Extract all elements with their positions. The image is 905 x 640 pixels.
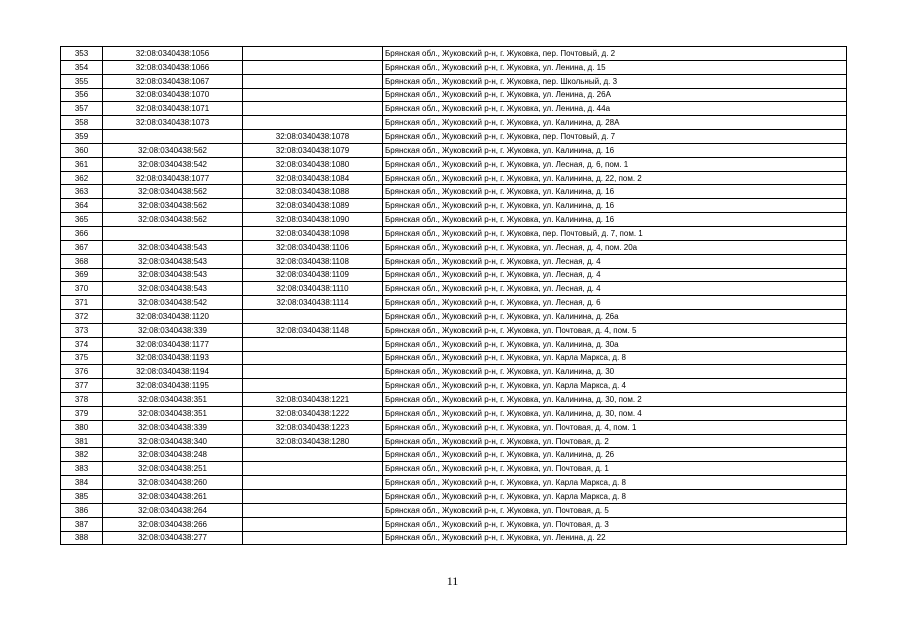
linked-cadastral-number-cell: 32:08:0340438:1089 <box>243 199 383 213</box>
linked-cadastral-number-cell <box>243 116 383 130</box>
cadastral-number-cell: 32:08:0340438:264 <box>103 503 243 517</box>
address-cell: Брянская обл., Жуковский р-н, г. Жуковка, ул. Карла Маркса, д. 8 <box>383 490 847 504</box>
linked-cadastral-number-cell: 32:08:0340438:1078 <box>243 130 383 144</box>
linked-cadastral-number-cell: 32:08:0340438:1148 <box>243 323 383 337</box>
address-cell: Брянская обл., Жуковский р-н, г. Жуковка, пер. Почтовый, д. 2 <box>383 47 847 61</box>
linked-cadastral-number-cell <box>243 503 383 517</box>
cadastral-number-cell: 32:08:0340438:562 <box>103 199 243 213</box>
row-number-cell: 380 <box>61 420 103 434</box>
table-row <box>61 60 847 74</box>
linked-cadastral-number-cell <box>243 88 383 102</box>
cadastral-number-cell: 32:08:0340438:562 <box>103 213 243 227</box>
data-table <box>60 46 847 545</box>
table-row <box>61 240 847 254</box>
cadastral-number-cell: 32:08:0340438:1067 <box>103 74 243 88</box>
row-number-cell: 364 <box>61 199 103 213</box>
linked-cadastral-number-cell: 32:08:0340438:1080 <box>243 157 383 171</box>
row-number-cell: 375 <box>61 351 103 365</box>
table-row <box>61 185 847 199</box>
table-row <box>61 310 847 324</box>
row-number-cell: 354 <box>61 60 103 74</box>
row-number-cell: 356 <box>61 88 103 102</box>
cadastral-number-cell: 32:08:0340438:1073 <box>103 116 243 130</box>
linked-cadastral-number-cell <box>243 337 383 351</box>
table-row <box>61 102 847 116</box>
cadastral-number-cell: 32:08:0340438:1071 <box>103 102 243 116</box>
address-cell: Брянская обл., Жуковский р-н, г. Жуковка, ул. Калинина, д. 30а <box>383 337 847 351</box>
linked-cadastral-number-cell: 32:08:0340438:1221 <box>243 393 383 407</box>
linked-cadastral-number-cell <box>243 351 383 365</box>
cadastral-number-cell: 32:08:0340438:1056 <box>103 47 243 61</box>
address-cell: Брянская обл., Жуковский р-н, г. Жуковка, ул. Лесная, д. 4, пом. 20а <box>383 240 847 254</box>
cadastral-number-cell: 32:08:0340438:266 <box>103 517 243 531</box>
cadastral-number-cell: 32:08:0340438:1195 <box>103 379 243 393</box>
row-number-cell: 359 <box>61 130 103 144</box>
address-cell: Брянская обл., Жуковский р-н, г. Жуковка, ул. Лесная, д. 6, пом. 1 <box>383 157 847 171</box>
row-number-cell: 358 <box>61 116 103 130</box>
address-cell: Брянская обл., Жуковский р-н, г. Жуковка, ул. Почтовая, д. 4, пом. 5 <box>383 323 847 337</box>
cadastral-number-cell: 32:08:0340438:542 <box>103 157 243 171</box>
linked-cadastral-number-cell: 32:08:0340438:1106 <box>243 240 383 254</box>
table-row <box>61 434 847 448</box>
table-row <box>61 448 847 462</box>
row-number-cell: 381 <box>61 434 103 448</box>
address-cell: Брянская обл., Жуковский р-н, г. Жуковка, ул. Почтовая, д. 1 <box>383 462 847 476</box>
linked-cadastral-number-cell <box>243 476 383 490</box>
cadastral-number-cell: 32:08:0340438:562 <box>103 185 243 199</box>
linked-cadastral-number-cell <box>243 60 383 74</box>
cadastral-number-cell: 32:08:0340438:1177 <box>103 337 243 351</box>
address-cell: Брянская обл., Жуковский р-н, г. Жуковка, ул. Карла Маркса, д. 8 <box>383 476 847 490</box>
address-cell: Брянская обл., Жуковский р-н, г. Жуковка, ул. Калинина, д. 16 <box>383 185 847 199</box>
table-row <box>61 88 847 102</box>
linked-cadastral-number-cell <box>243 531 383 545</box>
table-row <box>61 490 847 504</box>
row-number-cell: 378 <box>61 393 103 407</box>
table-row <box>61 47 847 61</box>
address-cell: Брянская обл., Жуковский р-н, г. Жуковка, ул. Почтовая, д. 2 <box>383 434 847 448</box>
linked-cadastral-number-cell: 32:08:0340438:1114 <box>243 296 383 310</box>
table-row <box>61 351 847 365</box>
cadastral-number-cell: 32:08:0340438:260 <box>103 476 243 490</box>
row-number-cell: 366 <box>61 226 103 240</box>
cadastral-number-cell: 32:08:0340438:339 <box>103 323 243 337</box>
table-row <box>61 254 847 268</box>
linked-cadastral-number-cell <box>243 517 383 531</box>
row-number-cell: 377 <box>61 379 103 393</box>
linked-cadastral-number-cell: 32:08:0340438:1110 <box>243 282 383 296</box>
linked-cadastral-number-cell: 32:08:0340438:1223 <box>243 420 383 434</box>
linked-cadastral-number-cell <box>243 462 383 476</box>
linked-cadastral-number-cell: 32:08:0340438:1222 <box>243 406 383 420</box>
cadastral-number-cell: 32:08:0340438:351 <box>103 406 243 420</box>
cadastral-number-cell: 32:08:0340438:1066 <box>103 60 243 74</box>
row-number-cell: 384 <box>61 476 103 490</box>
cadastral-number-cell: 32:08:0340438:542 <box>103 296 243 310</box>
address-cell: Брянская обл., Жуковский р-н, г. Жуковка, ул. Почтовая, д. 4, пом. 1 <box>383 420 847 434</box>
table-row <box>61 199 847 213</box>
row-number-cell: 371 <box>61 296 103 310</box>
linked-cadastral-number-cell: 32:08:0340438:1088 <box>243 185 383 199</box>
row-number-cell: 357 <box>61 102 103 116</box>
row-number-cell: 365 <box>61 213 103 227</box>
address-cell: Брянская обл., Жуковский р-н, г. Жуковка, ул. Калинина, д. 16 <box>383 143 847 157</box>
linked-cadastral-number-cell <box>243 74 383 88</box>
table-row <box>61 476 847 490</box>
linked-cadastral-number-cell: 32:08:0340438:1090 <box>243 213 383 227</box>
row-number-cell: 353 <box>61 47 103 61</box>
cadastral-number-cell: 32:08:0340438:1120 <box>103 310 243 324</box>
address-cell: Брянская обл., Жуковский р-н, г. Жуковка, ул. Почтовая, д. 5 <box>383 503 847 517</box>
cadastral-number-cell: 32:08:0340438:1070 <box>103 88 243 102</box>
table-row <box>61 365 847 379</box>
table-row <box>61 130 847 144</box>
table-row <box>61 323 847 337</box>
row-number-cell: 372 <box>61 310 103 324</box>
row-number-cell: 360 <box>61 143 103 157</box>
row-number-cell: 374 <box>61 337 103 351</box>
row-number-cell: 376 <box>61 365 103 379</box>
table-row <box>61 379 847 393</box>
row-number-cell: 385 <box>61 490 103 504</box>
address-cell: Брянская обл., Жуковский р-н, г. Жуковка, ул. Калинина, д. 30 <box>383 365 847 379</box>
table-row <box>61 337 847 351</box>
row-number-cell: 386 <box>61 503 103 517</box>
cadastral-number-cell: 32:08:0340438:261 <box>103 490 243 504</box>
row-number-cell: 370 <box>61 282 103 296</box>
cadastral-number-cell <box>103 130 243 144</box>
address-cell: Брянская обл., Жуковский р-н, г. Жуковка, ул. Калинина, д. 26 <box>383 448 847 462</box>
table-row <box>61 296 847 310</box>
address-cell: Брянская обл., Жуковский р-н, г. Жуковка, ул. Карла Маркса, д. 8 <box>383 351 847 365</box>
table-row <box>61 420 847 434</box>
cadastral-number-cell: 32:08:0340438:251 <box>103 462 243 476</box>
address-cell: Брянская обл., Жуковский р-н, г. Жуковка, ул. Калинина, д. 30, пом. 2 <box>383 393 847 407</box>
cadastral-number-cell: 32:08:0340438:543 <box>103 240 243 254</box>
row-number-cell: 387 <box>61 517 103 531</box>
address-cell: Брянская обл., Жуковский р-н, г. Жуковка, пер. Почтовый, д. 7, пом. 1 <box>383 226 847 240</box>
page-number: 11 <box>446 574 459 588</box>
table-row <box>61 213 847 227</box>
address-cell: Брянская обл., Жуковский р-н, г. Жуковка, ул. Калинина, д. 22, пом. 2 <box>383 171 847 185</box>
row-number-cell: 369 <box>61 268 103 282</box>
row-number-cell: 367 <box>61 240 103 254</box>
cadastral-number-cell <box>103 226 243 240</box>
table-row <box>61 157 847 171</box>
linked-cadastral-number-cell: 32:08:0340438:1109 <box>243 268 383 282</box>
table-row <box>61 531 847 545</box>
cadastral-number-cell: 32:08:0340438:1194 <box>103 365 243 379</box>
address-cell: Брянская обл., Жуковский р-н, г. Жуковка, ул. Ленина, д. 26А <box>383 88 847 102</box>
address-cell: Брянская обл., Жуковский р-н, г. Жуковка, пер. Школьный, д. 3 <box>383 74 847 88</box>
cadastral-number-cell: 32:08:0340438:340 <box>103 434 243 448</box>
address-cell: Брянская обл., Жуковский р-н, г. Жуковка, ул. Калинина, д. 28А <box>383 116 847 130</box>
address-cell: Брянская обл., Жуковский р-н, г. Жуковка, ул. Калинина, д. 30, пом. 4 <box>383 406 847 420</box>
row-number-cell: 355 <box>61 74 103 88</box>
table-row <box>61 393 847 407</box>
cadastral-number-cell: 32:08:0340438:1193 <box>103 351 243 365</box>
table-row <box>61 503 847 517</box>
address-cell: Брянская обл., Жуковский р-н, г. Жуковка, ул. Карла Маркса, д. 4 <box>383 379 847 393</box>
cadastral-number-cell: 32:08:0340438:1077 <box>103 171 243 185</box>
linked-cadastral-number-cell <box>243 365 383 379</box>
address-cell: Брянская обл., Жуковский р-н, г. Жуковка, пер. Почтовый, д. 7 <box>383 130 847 144</box>
row-number-cell: 383 <box>61 462 103 476</box>
address-cell: Брянская обл., Жуковский р-н, г. Жуковка, ул. Лесная, д. 4 <box>383 254 847 268</box>
linked-cadastral-number-cell: 32:08:0340438:1098 <box>243 226 383 240</box>
linked-cadastral-number-cell <box>243 448 383 462</box>
linked-cadastral-number-cell <box>243 490 383 504</box>
address-cell: Брянская обл., Жуковский р-н, г. Жуковка, ул. Почтовая, д. 3 <box>383 517 847 531</box>
cadastral-number-cell: 32:08:0340438:543 <box>103 268 243 282</box>
cadastral-number-cell: 32:08:0340438:248 <box>103 448 243 462</box>
table-row <box>61 74 847 88</box>
table-body <box>61 47 847 545</box>
row-number-cell: 362 <box>61 171 103 185</box>
table-row <box>61 406 847 420</box>
row-number-cell: 373 <box>61 323 103 337</box>
cadastral-number-cell: 32:08:0340438:543 <box>103 254 243 268</box>
address-cell: Брянская обл., Жуковский р-н, г. Жуковка, ул. Калинина, д. 16 <box>383 199 847 213</box>
address-cell: Брянская обл., Жуковский р-н, г. Жуковка, ул. Калинина, д. 26а <box>383 310 847 324</box>
address-cell: Брянская обл., Жуковский р-н, г. Жуковка, ул. Лесная, д. 4 <box>383 268 847 282</box>
linked-cadastral-number-cell <box>243 47 383 61</box>
cadastral-number-cell: 32:08:0340438:543 <box>103 282 243 296</box>
row-number-cell: 388 <box>61 531 103 545</box>
address-cell: Брянская обл., Жуковский р-н, г. Жуковка, ул. Калинина, д. 16 <box>383 213 847 227</box>
linked-cadastral-number-cell: 32:08:0340438:1084 <box>243 171 383 185</box>
table-row <box>61 116 847 130</box>
row-number-cell: 379 <box>61 406 103 420</box>
address-cell: Брянская обл., Жуковский р-н, г. Жуковка, ул. Ленина, д. 22 <box>383 531 847 545</box>
address-cell: Брянская обл., Жуковский р-н, г. Жуковка, ул. Ленина, д. 44а <box>383 102 847 116</box>
address-cell: Брянская обл., Жуковский р-н, г. Жуковка, ул. Ленина, д. 15 <box>383 60 847 74</box>
table-row <box>61 462 847 476</box>
linked-cadastral-number-cell: 32:08:0340438:1108 <box>243 254 383 268</box>
row-number-cell: 368 <box>61 254 103 268</box>
cadastral-number-cell: 32:08:0340438:351 <box>103 393 243 407</box>
table-row <box>61 226 847 240</box>
address-cell: Брянская обл., Жуковский р-н, г. Жуковка, ул. Лесная, д. 4 <box>383 282 847 296</box>
row-number-cell: 382 <box>61 448 103 462</box>
table-row <box>61 268 847 282</box>
table-row <box>61 517 847 531</box>
linked-cadastral-number-cell: 32:08:0340438:1280 <box>243 434 383 448</box>
cadastral-number-cell: 32:08:0340438:562 <box>103 143 243 157</box>
row-number-cell: 363 <box>61 185 103 199</box>
linked-cadastral-number-cell <box>243 310 383 324</box>
linked-cadastral-number-cell <box>243 379 383 393</box>
address-cell: Брянская обл., Жуковский р-н, г. Жуковка, ул. Лесная, д. 6 <box>383 296 847 310</box>
table-row <box>61 143 847 157</box>
linked-cadastral-number-cell <box>243 102 383 116</box>
cadastral-number-cell: 32:08:0340438:339 <box>103 420 243 434</box>
table-row <box>61 282 847 296</box>
linked-cadastral-number-cell: 32:08:0340438:1079 <box>243 143 383 157</box>
row-number-cell: 361 <box>61 157 103 171</box>
table-row <box>61 171 847 185</box>
cadastral-number-cell: 32:08:0340438:277 <box>103 531 243 545</box>
